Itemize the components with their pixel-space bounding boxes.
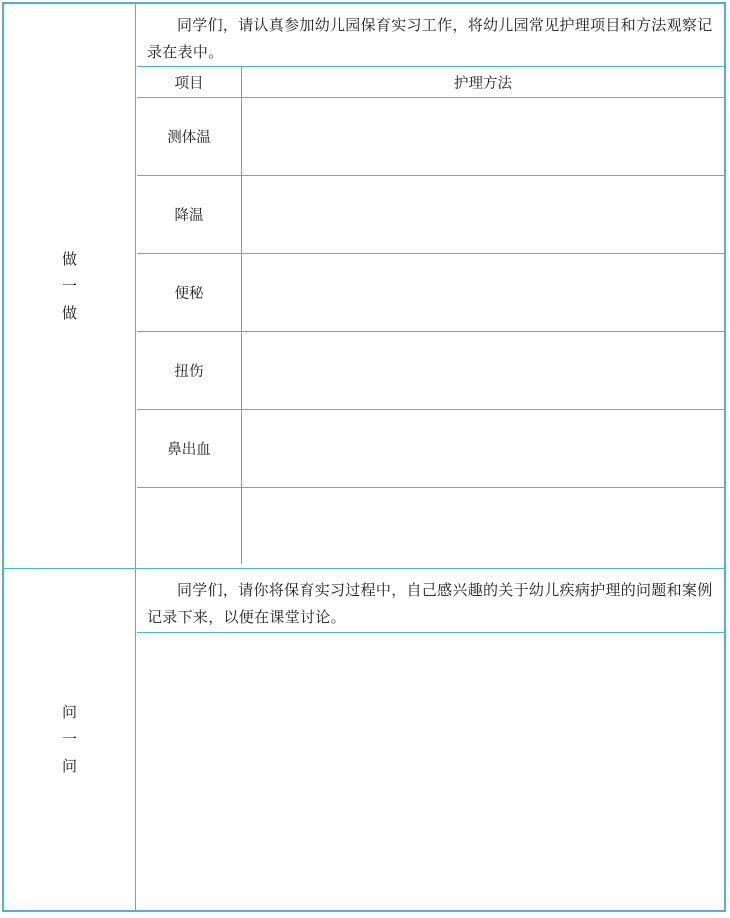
item-cell: 降温 <box>137 176 242 254</box>
item-cell: 测体温 <box>137 98 242 176</box>
do-section <box>4 4 724 569</box>
item-cell[interactable] <box>137 488 242 565</box>
ask-label-char: 一 <box>61 730 77 748</box>
table-row <box>137 488 724 565</box>
ask-content <box>137 569 724 910</box>
table-row <box>137 176 724 254</box>
ask-label-char: 问 <box>61 703 77 721</box>
ask-side-label <box>62 699 77 780</box>
table-header-row <box>137 67 724 98</box>
ask-side-cell <box>4 569 136 910</box>
do-label-char: 做 <box>61 303 77 322</box>
method-cell[interactable] <box>242 488 725 565</box>
method-cell[interactable] <box>242 98 725 176</box>
do-instructions: 同学们，请认真参加幼儿园保育实习工作，将幼儿园常见护理项目和方法观察记录在表中。 <box>137 4 724 67</box>
ask-label-char: 问 <box>61 757 77 775</box>
item-cell: 便秘 <box>137 254 242 332</box>
do-content <box>137 4 724 568</box>
header-method: 护理方法 <box>242 67 725 98</box>
do-side-cell <box>4 4 136 568</box>
table-row <box>137 410 724 488</box>
ask-instructions: 同学们，请你将保育实习过程中，自己感兴趣的关于幼儿疾病护理的问题和案例记录下来，以便在课堂讨论。 <box>137 569 724 633</box>
item-cell: 扭伤 <box>137 332 242 410</box>
method-cell[interactable] <box>242 332 725 410</box>
table-row <box>137 332 724 410</box>
worksheet <box>2 2 726 912</box>
method-cell[interactable] <box>242 254 725 332</box>
table-row <box>137 254 724 332</box>
care-table <box>137 67 724 564</box>
do-side-label <box>62 246 77 327</box>
do-label-char: 一 <box>61 276 77 295</box>
ask-section <box>4 569 724 910</box>
method-cell[interactable] <box>242 176 725 254</box>
table-row <box>137 98 724 176</box>
method-cell[interactable] <box>242 410 725 488</box>
header-item: 项目 <box>137 67 242 98</box>
do-label-char: 做 <box>61 249 77 268</box>
item-cell: 鼻出血 <box>137 410 242 488</box>
answer-area[interactable] <box>137 634 724 910</box>
